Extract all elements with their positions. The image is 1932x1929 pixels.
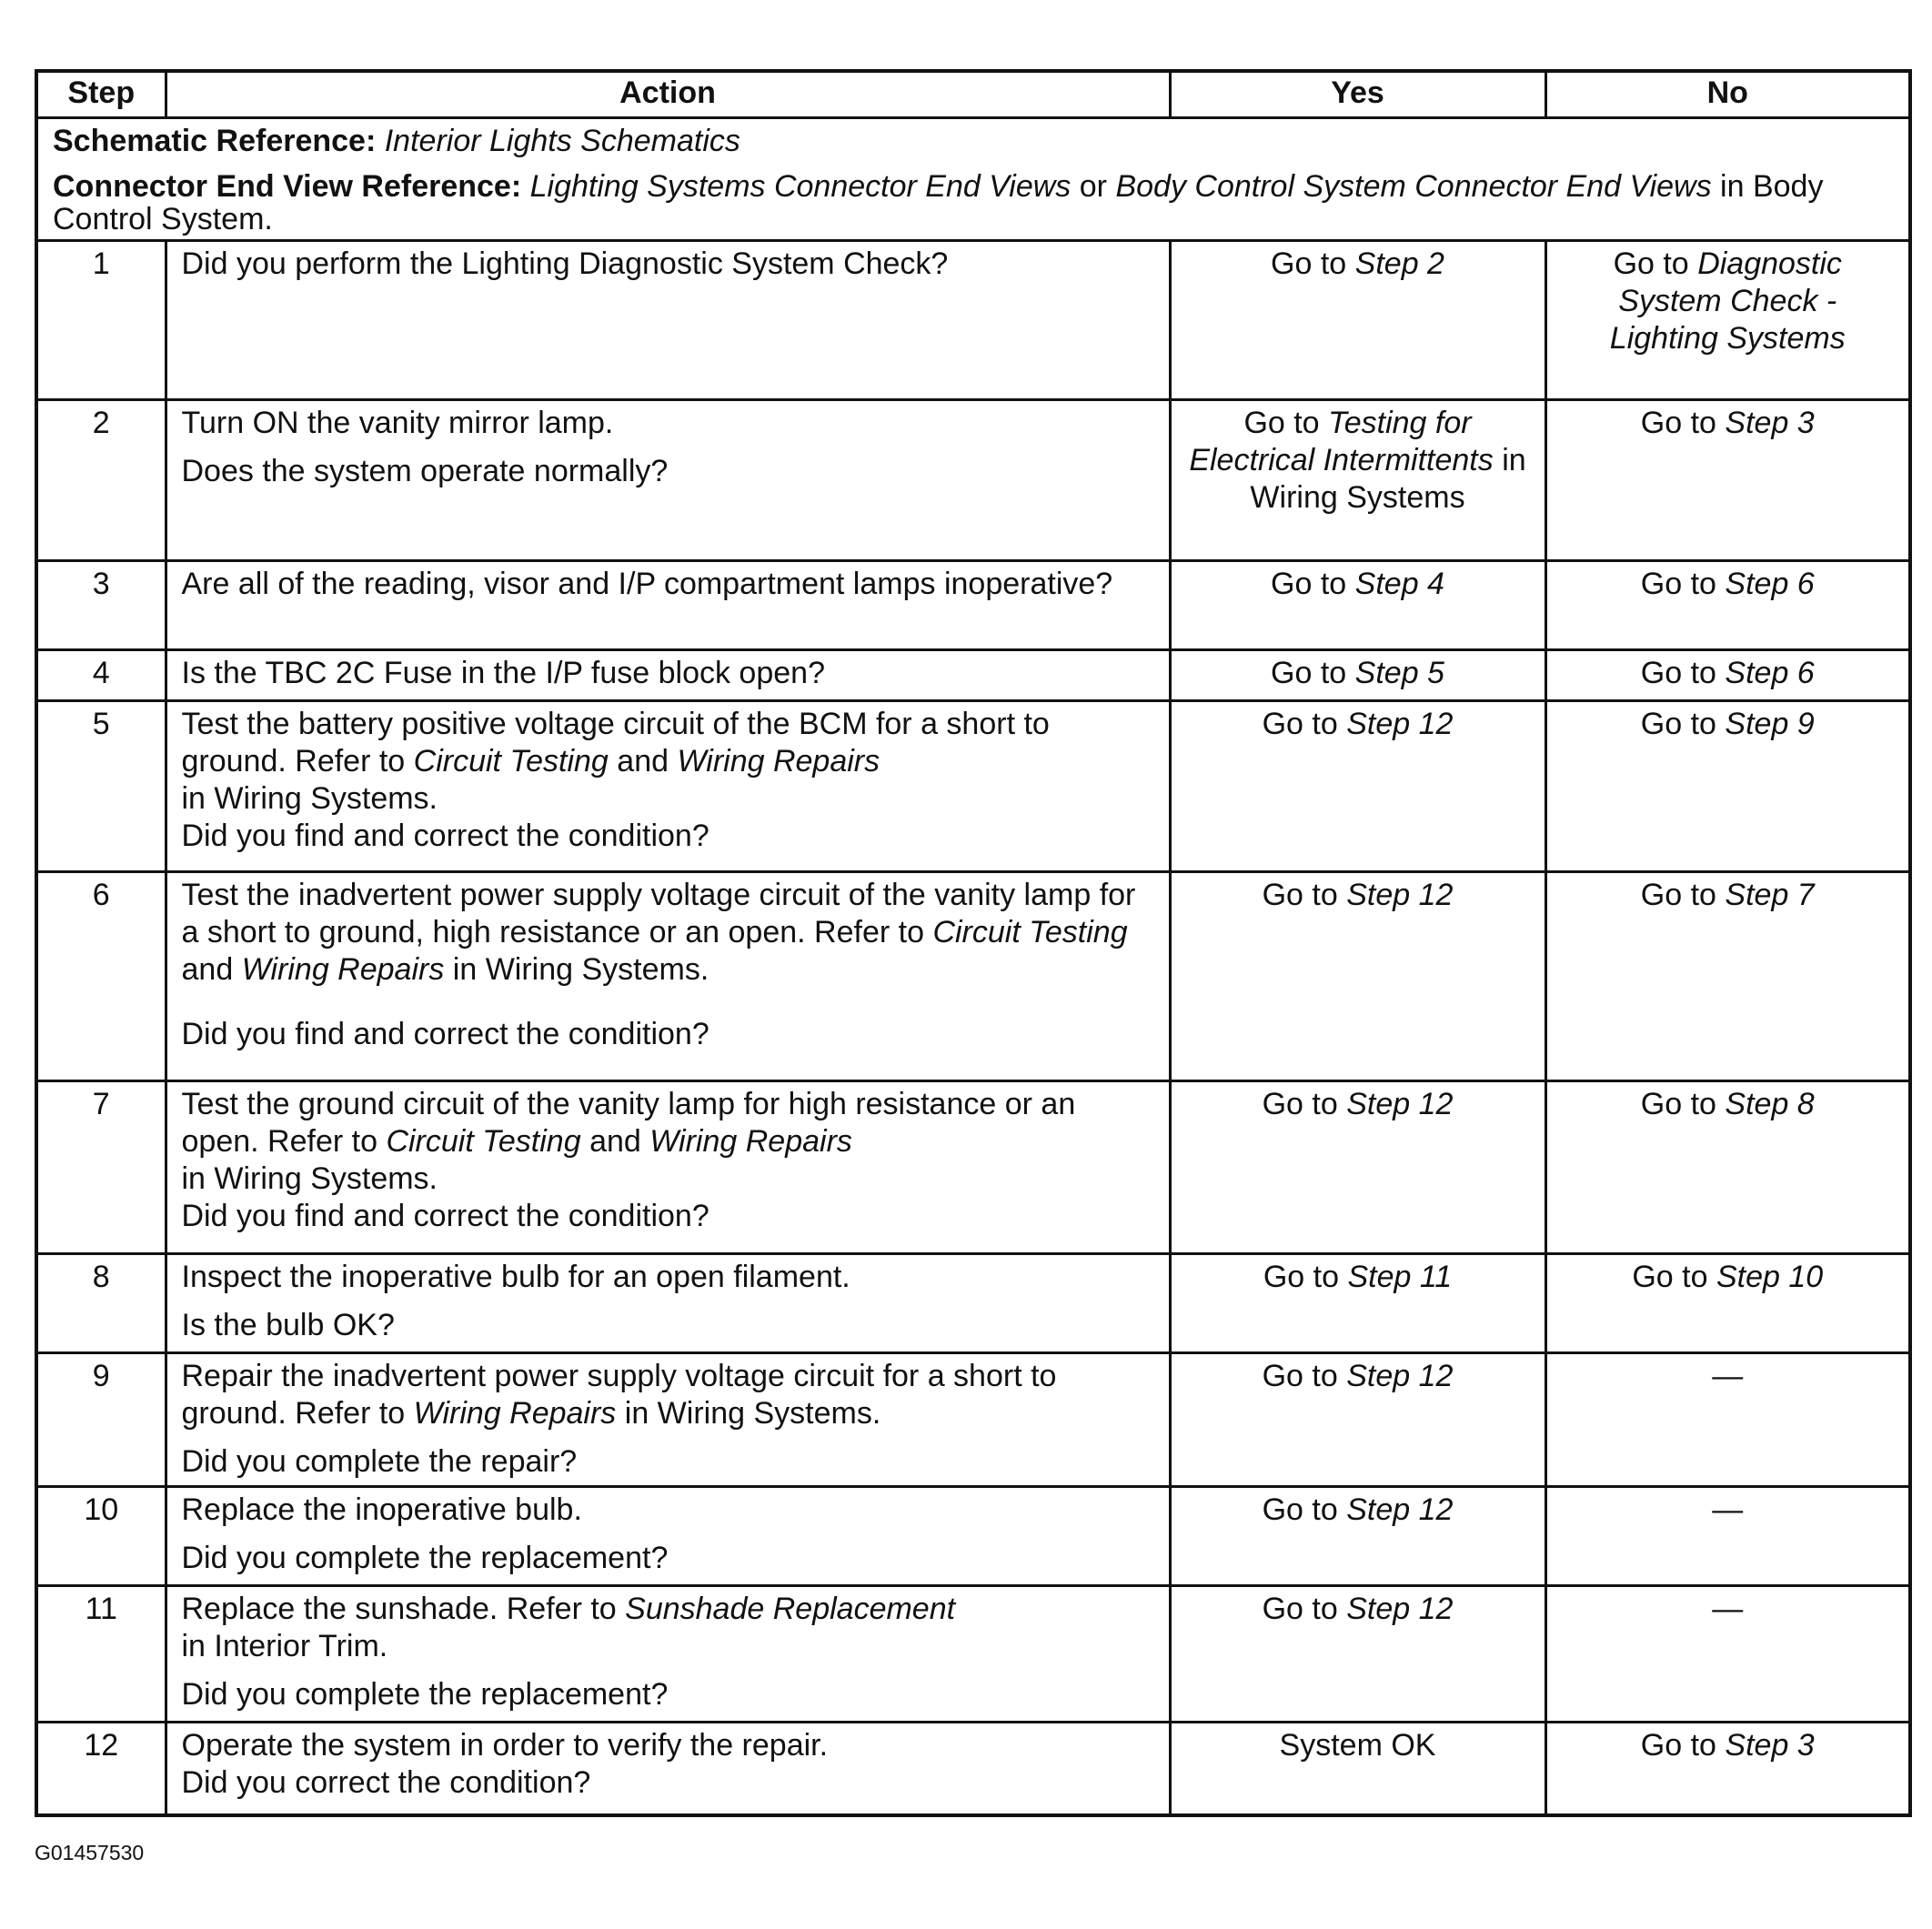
table-row <box>36 1254 1910 1353</box>
table-row <box>36 1723 1910 1815</box>
action-text <box>182 877 1154 989</box>
action-cell <box>166 1487 1170 1586</box>
header-action: Action <box>166 71 1170 118</box>
step-link[interactable]: Step 10 <box>1716 1260 1824 1294</box>
action-question: Did you correct the condition? <box>181 1765 591 1800</box>
goto-text: Go to <box>1632 1260 1708 1294</box>
connector-reference-tail: in Body Control System. <box>53 169 1824 236</box>
step-link[interactable]: Step 2 <box>1354 246 1444 281</box>
action-question: Did you complete the replacement? <box>181 1541 669 1575</box>
action-question: Did you find and correct the condition? <box>181 1017 709 1051</box>
action-text: Replace the inoperative bulb. <box>181 1492 582 1527</box>
header-yes: Yes <box>1170 71 1545 118</box>
goto-text: Go to <box>1262 1592 1338 1626</box>
step-link[interactable]: Step 7 <box>1725 878 1815 912</box>
table-row <box>36 400 1910 561</box>
no-dash: — <box>1712 1592 1744 1626</box>
goto-text: Go to <box>1640 567 1716 601</box>
goto-text: Go to <box>1262 1492 1338 1527</box>
header-no: No <box>1545 71 1910 118</box>
action-text-1: Test the ground circuit of the vanity lamp for high resistance or an open. Refer to <box>181 1087 1076 1159</box>
no-dash: — <box>1712 1492 1744 1527</box>
step-number: 7 <box>36 1081 166 1254</box>
goto-text: Go to <box>1262 707 1338 741</box>
action-text: Inspect the inoperative bulb for an open filament. <box>181 1260 850 1294</box>
no-cell <box>1545 1487 1910 1586</box>
yes-tail-text: in Wiring Systems <box>1250 443 1526 515</box>
goto-text: Go to <box>1640 878 1716 912</box>
yes-cell <box>1170 1487 1545 1586</box>
action-text-2: in Wiring Systems. <box>181 1161 438 1196</box>
goto-text: Go to <box>1640 1087 1716 1121</box>
no-cell <box>1545 1723 1910 1815</box>
goto-text: Go to <box>1262 1359 1338 1393</box>
yes-cell <box>1170 1254 1545 1353</box>
table-row <box>36 241 1910 400</box>
yes-cell <box>1170 241 1545 400</box>
step-link[interactable]: Step 6 <box>1725 567 1815 601</box>
diagnostic-check-link[interactable]: Diagnostic System Check - Lighting Systems <box>1609 246 1846 356</box>
no-cell <box>1545 650 1910 701</box>
step-link[interactable]: Step 12 <box>1346 1492 1454 1527</box>
action-text-2: in Wiring Systems. <box>181 781 438 816</box>
action-question: Did you find and correct the condition? <box>181 819 709 853</box>
yes-cell <box>1170 872 1545 1081</box>
action-question: Did you complete the replacement? <box>181 1677 669 1712</box>
no-cell <box>1545 561 1910 650</box>
wiring-repairs-link[interactable]: Wiring Repairs <box>677 744 880 779</box>
step-link[interactable]: Step 12 <box>1346 1087 1454 1121</box>
no-cell <box>1545 1254 1910 1353</box>
action-text-1: Replace the sunshade. Refer to <box>181 1592 617 1626</box>
yes-cell <box>1170 1723 1545 1815</box>
action-cell <box>166 1353 1170 1487</box>
action-text: Operate the system in order to verify the repair. <box>181 1728 829 1763</box>
figure-id: G01457530 <box>35 1841 145 1864</box>
goto-text: Go to <box>1271 656 1347 690</box>
action-text <box>182 1086 1154 1198</box>
no-cell <box>1545 701 1910 872</box>
table-row <box>36 650 1910 701</box>
no-cell <box>1545 241 1910 400</box>
action-text-2: in Interior Trim. <box>181 1629 388 1663</box>
table-row <box>36 1081 1910 1254</box>
connector-reference-link-2[interactable]: Body Control System Connector End Views <box>1115 169 1712 204</box>
table-row <box>36 872 1910 1081</box>
step-link[interactable]: Step 12 <box>1346 1359 1454 1393</box>
goto-text: Go to <box>1640 656 1716 690</box>
step-link[interactable]: Step 11 <box>1347 1260 1453 1294</box>
table-row <box>36 701 1910 872</box>
yes-cell <box>1170 701 1545 872</box>
step-link[interactable]: Step 3 <box>1725 1728 1815 1763</box>
and-text: and <box>617 744 669 779</box>
connector-reference <box>53 170 1894 236</box>
step-number: 9 <box>36 1353 166 1487</box>
and-text: and <box>589 1124 641 1159</box>
action-cell <box>166 400 1170 561</box>
reference-cell <box>36 118 1910 241</box>
schematic-reference <box>53 123 1894 159</box>
schematic-reference-link[interactable]: Interior Lights Schematics <box>384 124 740 158</box>
connector-reference-or: or <box>1079 169 1107 204</box>
goto-text: Go to <box>1262 878 1338 912</box>
yes-cell <box>1170 1586 1545 1723</box>
goto-text: Go to <box>1263 1260 1340 1294</box>
yes-cell <box>1170 400 1545 561</box>
wiring-repairs-link[interactable]: Wiring Repairs <box>413 1396 617 1431</box>
step-number: 3 <box>36 561 166 650</box>
no-cell <box>1545 1081 1910 1254</box>
goto-text: Go to <box>1640 406 1716 440</box>
table-row <box>36 1586 1910 1723</box>
action-text-1: Test the inadvertent power supply voltage circuit of the vanity lamp for a short to ground, high resistance or an open. Refer to <box>181 878 1136 949</box>
action-text <box>182 706 1154 818</box>
goto-text: Go to <box>1262 1087 1338 1121</box>
circuit-testing-link[interactable]: Circuit Testing <box>386 1124 581 1159</box>
yes-cell <box>1170 1353 1545 1487</box>
action-text <box>182 1358 1154 1432</box>
table-row <box>36 1487 1910 1586</box>
action-text: Are all of the reading, visor and I/P compartment lamps inoperative? <box>181 567 1113 601</box>
no-cell <box>1545 1586 1910 1723</box>
diagnostic-table <box>35 69 1912 1817</box>
yes-cell <box>1170 1081 1545 1254</box>
action-text-2: in Wiring Systems. <box>452 952 709 987</box>
step-number: 10 <box>36 1487 166 1586</box>
header-step: Step <box>36 71 166 118</box>
goto-text: Go to <box>1243 406 1320 440</box>
step-number: 6 <box>36 872 166 1081</box>
step-link[interactable]: Step 12 <box>1346 707 1454 741</box>
step-link[interactable]: Step 12 <box>1346 878 1454 912</box>
table-row <box>36 561 1910 650</box>
no-cell <box>1545 400 1910 561</box>
goto-text: Go to <box>1613 246 1689 281</box>
schematic-reference-label: Schematic Reference: <box>53 124 377 158</box>
step-number: 1 <box>36 241 166 400</box>
sunshade-replacement-link[interactable]: Sunshade Replacement <box>625 1592 956 1626</box>
step-link[interactable]: Step 5 <box>1354 656 1444 690</box>
and-text: and <box>181 952 234 987</box>
action-text: Did you perform the Lighting Diagnostic System Check? <box>181 246 949 281</box>
action-text-1: Test the battery positive voltage circuit of the BCM for a short to ground. Refer to <box>181 707 1050 779</box>
action-question: Did you find and correct the condition? <box>181 1199 709 1233</box>
wiring-repairs-link[interactable]: Wiring Repairs <box>649 1124 852 1159</box>
goto-text: Go to <box>1640 1728 1716 1763</box>
action-question: Is the bulb OK? <box>181 1308 395 1342</box>
action-cell <box>166 650 1170 701</box>
no-cell <box>1545 1353 1910 1487</box>
table-row <box>36 1353 1910 1487</box>
action-cell <box>166 701 1170 872</box>
goto-text: Go to <box>1271 567 1347 601</box>
action-cell <box>166 241 1170 400</box>
action-cell <box>166 872 1170 1081</box>
header-row <box>36 71 1910 118</box>
step-number: 4 <box>36 650 166 701</box>
step-link[interactable]: Step 8 <box>1725 1087 1815 1121</box>
circuit-testing-link[interactable]: Circuit Testing <box>932 915 1128 949</box>
connector-reference-link-1[interactable]: Lighting Systems Connector End Views <box>529 169 1072 204</box>
action-cell <box>166 1723 1170 1815</box>
action-cell <box>166 1254 1170 1353</box>
intermittents-link[interactable]: Testing for Electrical Intermittents <box>1189 406 1494 477</box>
step-number: 11 <box>36 1586 166 1723</box>
no-dash: — <box>1712 1359 1744 1393</box>
step-link[interactable]: Step 4 <box>1354 567 1444 601</box>
action-text-1: Repair the inadvertent power supply voltage circuit for a short to ground. Refer to <box>181 1359 1057 1431</box>
wiring-repairs-link[interactable]: Wiring Repairs <box>241 952 445 987</box>
connector-reference-label: Connector End View Reference: <box>53 169 522 204</box>
no-cell <box>1545 872 1910 1081</box>
step-number: 8 <box>36 1254 166 1353</box>
step-link[interactable]: Step 6 <box>1725 656 1815 690</box>
step-link[interactable]: Step 9 <box>1725 707 1815 741</box>
goto-text: Go to <box>1640 707 1716 741</box>
yes-cell <box>1170 561 1545 650</box>
action-text-2: in Wiring Systems. <box>624 1396 881 1431</box>
reference-row <box>36 118 1910 241</box>
action-text: Turn ON the vanity mirror lamp. <box>181 406 614 440</box>
goto-text: Go to <box>1271 246 1347 281</box>
step-link[interactable]: Step 3 <box>1725 406 1815 440</box>
step-number: 12 <box>36 1723 166 1815</box>
step-link[interactable]: Step 12 <box>1346 1592 1454 1626</box>
action-cell <box>166 561 1170 650</box>
action-cell <box>166 1081 1170 1254</box>
circuit-testing-link[interactable]: Circuit Testing <box>413 744 609 779</box>
system-ok-text: System OK <box>1279 1728 1436 1763</box>
action-question: Does the system operate normally? <box>181 454 669 488</box>
action-cell <box>166 1586 1170 1723</box>
action-question: Did you complete the repair? <box>181 1444 578 1479</box>
step-number: 2 <box>36 400 166 561</box>
yes-cell <box>1170 650 1545 701</box>
action-text <box>182 1591 1154 1665</box>
action-text: Is the TBC 2C Fuse in the I/P fuse block open? <box>181 656 825 690</box>
step-number: 5 <box>36 701 166 872</box>
